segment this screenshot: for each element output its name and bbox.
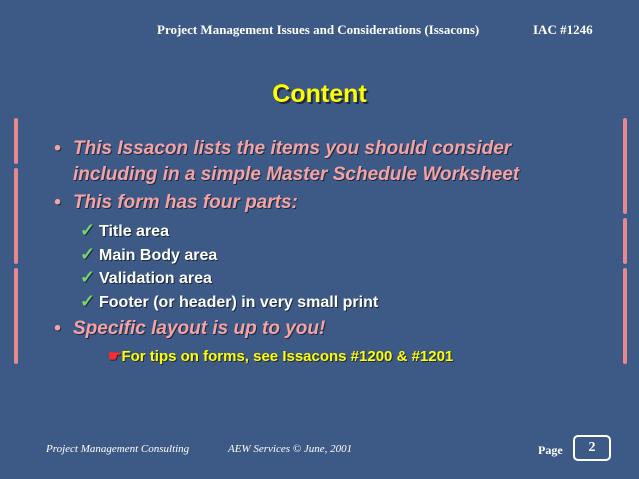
checklist-item — [80, 220, 169, 242]
bullet-text-line: This form has four parts: — [73, 192, 298, 213]
document-id: IAC #1246 — [533, 22, 593, 37]
checkmark-icon: ✓ — [80, 267, 96, 287]
bullet-text-line: including in a simple Master Schedule Worksheet — [73, 164, 520, 185]
checklist-label: Footer (or header) in very small print — [99, 294, 379, 311]
tip-line — [108, 347, 453, 365]
left-side-bar-bottom — [14, 268, 18, 364]
bullet-marker: • — [54, 318, 61, 339]
left-side-bar-middle — [14, 168, 18, 264]
bullet-item — [54, 316, 614, 342]
checklist-label: Main Body area — [99, 247, 218, 264]
page-number-box: 2 — [573, 435, 611, 461]
bullet-text-line: This Issacon lists the items you should consider — [73, 138, 512, 159]
checkmark-icon: ✓ — [80, 220, 96, 240]
right-side-bar-top — [623, 118, 627, 214]
left-side-bar-top — [14, 118, 18, 164]
checklist-item — [80, 267, 212, 289]
slide-footer — [0, 443, 639, 463]
pointing-hand-icon: ☛ — [108, 348, 122, 365]
checklist-label: Validation area — [99, 270, 212, 287]
footer-copyright: AEW Services © June, 2001 — [228, 443, 353, 455]
slide-title: Content — [272, 80, 367, 108]
bullet-marker: • — [54, 192, 61, 213]
tip-text: For tips on forms, see Issacons #1200 & #1201 — [121, 348, 454, 365]
right-side-bar-bottom — [623, 268, 627, 364]
checklist-item — [80, 244, 217, 266]
document-title: Project Management Issues and Considerations (Issacons) — [157, 22, 480, 37]
footer-company: Project Management Consulting — [46, 443, 190, 455]
checkmark-icon: ✓ — [80, 291, 96, 311]
checklist-item — [80, 291, 378, 313]
slide-header — [0, 22, 639, 42]
checklist-label: Title area — [99, 223, 169, 240]
checkmark-icon: ✓ — [80, 244, 96, 264]
page-label: Page — [538, 443, 563, 457]
right-side-bar-middle — [623, 218, 627, 264]
bullet-marker: • — [54, 138, 61, 159]
bullet-item — [54, 190, 614, 216]
bullet-item — [54, 136, 614, 188]
bullet-text-line: Specific layout is up to you! — [73, 318, 326, 339]
